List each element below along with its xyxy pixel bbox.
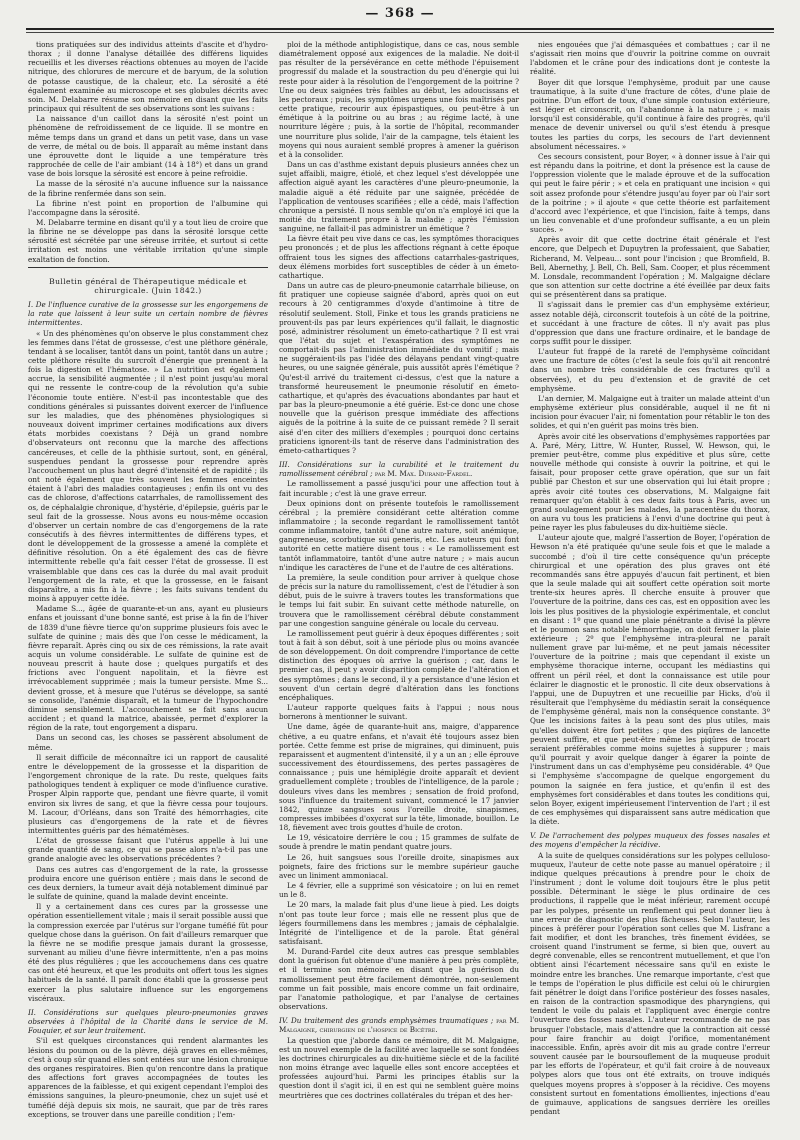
paragraph: Dans un second cas, les choses se passèrent absolument de même. bbox=[28, 733, 268, 752]
section-number: V. bbox=[530, 831, 540, 841]
paragraph: Il serait difficile de méconnaître ici un rapport de causalité entre le développement de la grossesse et la disparition de l'engorgement chronique de la rate. Du reste, quelques faits pathologiques tendent à expliquer ce mode d'influence curative. Prosper Alpin rapporte que, pendant une fièvre quarte, il vomit environ six livres de sang, et que la fièvre cessa pour toujours. M. Lacour, d'Orléans, dans son Traité des hémorrhagies, cite plusieurs cas d'engorgemens de la rate et de fièvres intermittentes guéris par des hématémèses. bbox=[28, 752, 268, 835]
section-author: par M. Malgaigne, chirurgien de l'hospice de Bicêtre. bbox=[279, 1016, 519, 1035]
paragraph: A la suite de quelques considérations sur les polypes celluloso-muqueux, l'auteur de cette note passe au manuel opératoire ; il indique quelques précautions à prendre pour le choix de l'instrument ; dont le volume doit toujours être le plus petit possible. Déterminant le siège le plus ordinaire de ces productions, il rappelle que le méat inférieur, rarement occupé par les polypes, présente un renflement qui peut donner lieu à une erreur de diagnostic des plus fâcheuses. Selon l'auteur, les pinces à préférer pour l'opération sont celles que M. Lisfranc a fait modifier, et dont les branches, très finement évidées, se croisent quand l'instrument se ferme, si bien que, ouvert au degré convenable, elles se rencontrent mutuellement, et que l'on obtient ainsi l'écartement nécessaire sans qu'il en existe le moindre entre les branches. Une remarque importante, c'est que le temps de l'opération le plus difficile est celui où le chirurgien fait pénétrer le doigt dans l'orifice postérieur des fosses nasales, en raison de la contraction spasmodique des pharyngiens, qui tendent le voile du palais et l'appliquent avec énergie contre l'ouverture des fosses nasales. L'auteur recommande de ne pas brusquer l'obstacle, mais d'attendre que la contraction ait cessé pour faire franchir au doigt l'orifice, momentanément inaccessible. Enfin, après avoir dit mis au grade contre l'erreur souvent causée par le boursouflement de la muqueuse produit par les efforts de l'opérateur, et qu'il fait croire à de nouveaux polypes alors que tous ont été extraits, on trouve indiqués quelques moyens propres à s'opposer à la récidive. Ces moyens consistent surtout en fomentations émollientes, injections d'eau de guimauve, applications de sangsues derrière les oreilles pendant bbox=[530, 850, 770, 1116]
paragraph: Le ramollissement peut guérir à deux époques différentes ; soit tout à fait à son début, soit à une période plus ou moins avancée de son développement. On doit comprendre l'importance de cette distinction des époques où arrive la guérison ; car, dans le premier cas, il peut y avoir disparition complète de l'altération et des symptômes ; dans le second, il y a persistance d'une lésion et souvent d'un certain degré d'altération dans les fonctions encéphaliques. bbox=[279, 628, 519, 702]
paragraph: La première, la seule condition pour arriver à quelque chose de précis sur la nature du ramollissement, c'est de l'étudier à son début, puis de le suivre à travers toutes les transformations que le temps lui fait subir. En suivant cette méthode naturelle, on trouvera que le ramollissement cérébral débute constamment par une congestion sanguine générale ou locale du cerveau. bbox=[279, 572, 519, 628]
paragraph: L'état de grossesse faisant que l'utérus appelle à lui une grande quantité de sang, ce qui se passe alors n'a-t-il pas une grande analogie avec les observations précédentes ? bbox=[28, 836, 268, 864]
paragraph: Deux opinions dont on présente toutefois le ramollissement cérébral ; la première considérant cette altération comme inflammatoire ; la seconde regardant le ramollissement tantôt comme inflammatoire, tantôt d'une autre nature, soit anémique, gangreneuse, scorbutique sui generis, etc. Les auteurs qui font autorité en cette matière disent tous : « Le ramollissement est tantôt inflammatoire, tantôt d'une autre nature ; » mais aucun n'indique les caractères de l'une et de l'autre de ces altérations. bbox=[279, 498, 519, 572]
section-number: III. bbox=[279, 460, 298, 470]
paragraph: M. Durand-Fardel cite deux autres cas presque semblables dont la guérison fut obtenue d'une manière à peu près complète, et il termine son mémoire en disant que la guérison du ramollissement peut être facilement démontrée, non-seulement comme un fait possible, mais encore comme un fait ordinaire, par l'anatomie pathologique, et par l'analyse de certaines observations. bbox=[279, 947, 519, 1012]
column-left bbox=[28, 40, 268, 1130]
section-number: I. bbox=[28, 300, 36, 310]
paragraph: L'an dernier, M. Malgaigne eut à traiter un malade atteint d'un emphysème extérieur plus considérable, auquel il ne fit ni incision pour évacuer l'air, ni fomentation pour rétablir le ton des solides, et qui n'en guérit pas moins très bien. bbox=[530, 393, 770, 431]
paragraph: Dans un autre cas de pleuro-pneumonie catarrhale bilieuse, on fit pratiquer une copieuse saignée d'abord, après quoi on eut recours à 20 centigrammes d'oxyde d'antimoine à titre de résolutif seulement. Stoll, Finke et tous les grands praticiens ne prouvent-ils pas par leurs expériences qu'il fallait, le diagnostic posé, administrer résolument un émeto-cathartique ? Il est vrai que l'état du sujet et l'exaspération des symptômes ne comportait-ils pas l'administration immédiate du vomitif ; mais ne suggéraient-ils pas l'idée des délayans pendant vingt-quatre heures, ou une saignée générale, puis aussitôt après l'émétique ? Qu'est-il arrivé du traitement ci-dessus, c'est que la nature a transformé heureusement le pneumonie résolutif en émeto-cathartique, et qu'après des évacuations abondantes par haut et par bas la pleuro-pneumonie a été guérie. Est-ce donc une chose nouvelle que la guérison presque immédiate des affections aiguës de la poitrine à la suite de ce puissant remède ? Il serait aisé d'en citer des milliers d'exemples ; pourquoi donc certains praticiens ignorent-ils tant de réserve dans l'administration des émeto-cathartiques ? bbox=[279, 281, 519, 455]
paragraph: La question que j'aborde dans ce mémoire, dit M. Malgaigne, est un nouvel exemple de la facilité avec laquelle se sont fondées les doctrines chirurgicales au dix-huitième siècle et de la facilité non moins étrange avec laquelle elles sont encore acceptées et professées aujourd'hui. Parmi les principes établis sur la question dont il s'agit ici, il en est qui ne semblent guère moins meurtrières que ces doctrines collatérales du trépan et des her- bbox=[279, 1035, 519, 1100]
paragraph: ploi de la méthode antiphlogistique, dans ce cas, nous semble diamétralement opposé aux exigences de la maladie. Ne doit-il pas résulter de la persévérance en cette méthode l'épuisement progressif du malade et la soustraction du peu d'énergie qui lui reste pour aider à la résolution de l'engorgement de la poitrine ? Une ou deux saignées très faibles au début, les adoucissans et les pectoraux ; puis, les symptômes urgens une fois maîtrisés par cette pratique, recourir aux épispastiques, ou peut-être à un émétique à la poitrine ou au bras ; au régime lacté, à une nourriture légère ; puis, à la sortie de l'hôpital, recommander une nourriture plus solide, l'air de la campagne, tels étaient les moyens qui nous auraient semblé propres à amener la guérison et à la consolider. bbox=[279, 40, 519, 159]
paragraph: Une dame, âgée de quarante-huit ans, maigre, d'apparence chétive, a eu quatre enfans, et n'avait été toujours assez bien portée. Cette femme est prise de migraines, qui diminuent, puis reparaissent et augmentent d'intensité, il y a un an ; elle éprouve successivement des étourdissemens, des pertes passagères de connaissance ; puis une hémiplégie droite apparaît et devient graduellement complète ; troubles de l'intelligence, de la parole ; douleurs vives dans les membres ; sensation de froid profond, sous l'influence du traitement suivant, commencé le 17 janvier 1842, quinze sangsues sous l'oreille droite, sinapismes, compresses imbibées d'oxycrat sur la tête, limonade, bouillon. Le 18, fièvement avec trois gouttes d'huile de croton. bbox=[279, 722, 519, 833]
paragraph: Le 19, vésicatoire derrière le cou ; 15 grammes de sulfate de soude à prendre le matin pendant quatre jours. bbox=[279, 833, 519, 852]
paragraph: Madame S..., âgée de quarante-et-un ans, ayant eu plusieurs enfans et jouissant d'une bonne santé, est prise à la fin de l'hiver de 1839 d'une fièvre tierce qu'on supprime plusieurs fois avec le sulfate de quinine ; mais dès que l'on cesse le médicament, la fièvre reparaît. Après cinq ou six de ces rémissions, la rate avait acquis un volume considérable. Le sulfate de quinine est de nouveau prescrit à haute dose ; quelques purgatifs et des frictions avec l'onguent napolitain, et la fièvre est irrévocablement supprimée ; mais la tumeur persiste. Mme S... devient grosse, et à mesure que l'utérus se développe, sa santé se consolide, l'anémie disparaît, et la tumeur de l'hypochondre diminue sensiblement. L'accouchement se fait sans aucun accident ; et quand la matrice, abaissée, permet d'explorer la région de la rate, tout engorgement a disparu. bbox=[28, 604, 268, 733]
paragraph: Le 26, huit sangsues sous l'oreille droite, sinapismes aux poignets, faire des frictions sur le membre supérieur gauche avec un liniment ammoniacal. bbox=[279, 852, 519, 880]
section-title: Considérations sur quelques pleuro-pneumonies graves observées à l'hôpital de la Charité dans le service de M. Fouquier, et sur leur traitement. bbox=[28, 1007, 268, 1036]
paragraph: L'auteur fut frappé de la rareté de l'emphysème coïncidant avec une fracture de côtes (c'est la seule fois qu'il ait rencontré dans un nombre très considérable de ces fractures qu'il a observées), et du peu d'extension et de gravité de cet emphysème. bbox=[530, 347, 770, 393]
header-rule-thin bbox=[26, 32, 774, 33]
page-number: — 368 — bbox=[365, 6, 435, 21]
paragraph: Ces secours consistent, pour Boyer, « à donner issue à l'air qui est répandu dans la poitrine, et dont la présence est la cause de l'oppression violente que le malade éprouve et de la suffocation qui peut le faire périr ; » et cela en pratiquant une incision « qui soit assez profonde pour s'étendre jusqu'au foyer par où l'air sort de la poitrine ; » il ajoute « que cette théorie est parfaitement d'accord avec l'expérience, et que l'incision, faite à temps, dans un lieu convenable et d'une profondeur suffisante, a eu un plein succès. » bbox=[530, 151, 770, 235]
paragraph: Boyer dit que lorsque l'emphysème, produit par une cause traumatique, à la suite d'une fracture de côtes, d'une plaie de poitrine. D'un effort de toux, d'une simple contusion extérieure, est léger et circonscrit, on l'abandonne à la nature ; « mais lorsqu'il est considérable, qu'il continue à faire des progrès, qu'il menace de devenir universel ou qu'il s'est étendu à presque toutes les parties du corps, les secours de l'art deviennent absolument nécessaires. » bbox=[530, 77, 770, 151]
section-heading bbox=[28, 1008, 268, 1035]
section-number: IV. bbox=[279, 1016, 291, 1026]
paragraph: Après avoir cité les observations d'emphysèmes rapportées par A. Paré, Méry, Littre, W. Hunter, Russel, W. Hewson, qui, le premier peut-être, comme plus expéditive et plus sûre, cette nouvelle méthode qui consiste à ouvrir la poitrine, et qui le faisait, pour proposer cette grave opération, que sur un fait publié par Cheston et sur une observation qui lui était propre ; après avoir cité toutes ces observations, M. Malgaigne fait remarquer qu'on établit à ces deux faits tous à Paris, avec un grand soulagement pour les malades, la paracentèse du thorax, on aura vu tous les praticiens à l'envi d'une doctrine qui peut à peine rayer les plus fabuleuses du dix-huitième siècle. bbox=[530, 431, 770, 533]
section-title: Considérations sur la curabilité et le traitement du ramollissement cérébral ; bbox=[279, 460, 519, 479]
section-heading bbox=[530, 831, 770, 849]
section-title: De l'influence curative de la grossesse sur les engorgemens de la rate que laissent à leur suite un certain nombre de fièvres intermittentes. bbox=[28, 300, 268, 328]
header-rule bbox=[26, 28, 774, 30]
section-author: par M. Max. Durand-Fardel. bbox=[372, 469, 473, 479]
paragraph: La fièvre était peu vive dans ce cas, les symptômes thoraciques peu prononcés ; et de plus les affections régnant à cette époque offraient tous les signes des affections catarrhales-gastriques, deux élémens morbides fort susceptibles de céder à un émeto-cathartique. bbox=[279, 234, 519, 280]
paragraph: La masse de la sérosité n'a aucune influence sur la naissance de la fibrine renfermée dans son sein. bbox=[28, 179, 268, 198]
paragraph: tions pratiquées sur des individus atteints d'ascite et d'hydro-thorax ; il donne l'analyse détaillée des différens liquides recueillis et les diverses réactions obtenues au moyen de l'acide nitrique, des chlorures de mercure et de baryum, de la solution de potasse caustique, de la chaleur, etc. La sérosité a été également examinée au microscope et ses globules décrits avec soin. M. Delabarre résume son mémoire en disant que les faits principaux qui résultent de ses observations sont les suivans : bbox=[28, 40, 268, 114]
paragraph: Dans un cas d'asthme existant depuis plusieurs années chez un sujet affaibli, maigre, étiolé, et chez lequel s'est développée une affection aiguë ayant les caractères d'une pleuro-pneumonie, la maladie aiguë a été réduite par une saignée, précédée de l'application de ventouses scarifiées ; elle a cédé, mais l'affection chronique a persisté. Il nous semble qu'on n'a employé ici que la moitié du traitement propre à la maladie ; après l'émission sanguine, ne fallait-il pas administrer un émétique ? bbox=[279, 160, 519, 234]
paragraph: Le ramollissement a passé jusqu'ici pour une affection tout à fait incurable ; c'est là une grave erreur. bbox=[279, 479, 519, 498]
section-title: De l'arrachement des polypes muqueux des fosses nasales et des moyens d'empêcher la récidive. bbox=[530, 831, 770, 850]
section-number: II. bbox=[28, 1007, 44, 1017]
column-right bbox=[530, 40, 770, 1130]
paragraph: L'auteur rapporte quelques faits à l'appui ; nous nous bornerons à mentionner le suivant. bbox=[279, 703, 519, 722]
paragraph: Dans ces autres cas d'engorgement de la rate, la grossesse produira encore une guérison entière ; mais dans le second de ces deux derniers, la tumeur avait déjà notablement diminué par le sulfate de quinine, quand la malade devint enceinte. bbox=[28, 864, 268, 902]
section-divider bbox=[28, 267, 268, 268]
paragraph: S'il est quelques circonstances qui rendent alarmantes les lésions du poumon ou de la plèvre, déjà graves en elles-mêmes, c'est à coup sûr quand elles sont entées sur une lésion chronique des organes respiratoires. Bien qu'on rencontre dans la pratique des affections fort graves accompagnées de toutes les apparences de la faiblesse, et qui exigent cependant l'emploi des émissions sanguines, la pleuro-pneumonie, chez un sujet usé et tuméfié déjà depuis six mois, ne saurait, que par de très rares exceptions, se trouver dans une pareille condition ; l'em- bbox=[28, 1036, 268, 1119]
section-heading bbox=[28, 300, 268, 327]
paragraph: Après avoir dit que cette doctrine était générale et l'est encore, que Delpech et Dupuytren la professaient, que Sabatier, Richerand, M. Velpeau... sont pour l'incision ; que Bromfield, B. Bell, Abernethy, J. Bell, Ch. Bell, Sam. Cooper, et plus récemment M. Lonsdale, recommandent l'opération ; M. Malgaigne déclare que son attention sur cette doctrine a été éveillée par deux faits qui se présentèrent dans sa pratique. bbox=[530, 235, 770, 300]
paragraph: La fibrine n'est point en proportion de l'albumine qui l'accompagne dans la sérosité. bbox=[28, 198, 268, 217]
column-middle bbox=[279, 40, 519, 1130]
paragraph: La naissance d'un caillot dans la sérosité n'est point un phénomène de refroidissement de ce liquide. Il se montre en même temps dans un grand et dans un petit vase, dans un vase de verre, de métal ou de bois. Il apparaît au même instant dans une éprouvette dont le liquide a une température très rapprochée de celle de l'air ambiant (14 à 18°) et dans un grand vase de bois lorsque la sérosité est encore à peine refroidie. bbox=[28, 114, 268, 179]
paragraph: Il y a certainement dans ces cures par la grossesse une opération essentiellement vitale ; mais il serait possible aussi que la compression exercée par l'utérus sur l'organe tuméfié fût pour quelque chose dans la guérison. On fait d'ailleurs remarquer que la fièvre ne se modifie presque jamais durant la grossesse, survenant au milieu d'une fièvre intermittente, n'en a pas moins été des plus régulières ; que les accouchemens dans ces quatre cas ont été heureux, et que les produits ont offert tous les signes habituels de la santé. Il paraît donc établi que la grossesse peut exercer la plus salutaire influence sur les engorgemens viscéraux. bbox=[28, 902, 268, 1003]
paragraph: L'auteur ajoute que, malgré l'assertion de Boyer, l'opération de Hewson n'a été pratiquée qu'une seule fois et que le malade a succombé ; d'où il tire cette conséquence qu'un précepte chirurgical et une opération des plus graves ont été recommandés sans être appuyés d'aucun fait pertinent, et bien que la seule malade qui ait souffert cette opération soit morte trente-six heures après. Il cherche ensuite à prouver que l'ouverture de la poitrine, dans ces cas, est en opposition avec les lois les plus positives de la physiologie expérimentale, et conclut en disant : 1º que quand une plaie pénétrante a divisé la plèvre et le poumon sans notable hémorrhagie, on doit fermer la plaie extérieure ; 2º que l'emphysème intra-pleural ne paraît nullement grave par lui-même, et ne peut jamais nécessiter l'ouverture de la poitrine ; mais que cependant il existe un emphysème thoracique interne, occupant les médiastins qui offrent un péril réel, et dont la connaissance est utile pour éclairer le diagnostic et le pronostic. Il cite deux observations à l'appui, une de Dupuytren et une recueillie par Hicks, d'où il résulterait que l'emphysème du médiastin serait la conséquence de l'emphysème général, mais non la conséquence constante. 3º Que les incisions faites à la peau sont des plus utiles, mais qu'elles doivent être fort petites ; que des piqûres de lancette peuvent suffire, et que peut-être même les piqûres de trocart seraient préférables comme moins sujettes à suppurer ; mais qu'il pourrait y avoir quelque danger à égarer la pointe de l'instrument dans un cas d'emphysème peu considérable. 4º Que si l'emphysème s'accompagne de quelque engorgement du poumon la saignée en fera justice, et qu'enfin il est des emphysèmes fort considérables et dans toutes les conditions qui, selon Boyer, exigent impérieusement l'intervention de l'art ; il est de ces emphysèmes qui disparaissent sans autre médication que la diète. bbox=[530, 533, 770, 827]
paragraph: Le 4 février, elle a supprimé son vésicatoire ; on lui en remet un le 8. bbox=[279, 881, 519, 900]
section-heading bbox=[279, 1016, 519, 1034]
paragraph: M. Delabarre termine en disant qu'il y a tout lieu de croire que la fibrine ne se développe pas dans la sérosité lorsque cette sérosité est sécrétée par une séreuse irritée, et surtout si cette irritation est moins une véritable irritation qu'une simple exaltation de fonction. bbox=[28, 217, 268, 264]
paragraph: nies engouées que j'ai démasquées et combattues ; car il ne s'agissait rien moins que d'ouvrir la poitrine comme on ouvrait l'abdomen et le crâne pour des indications dont je conteste la réalité. bbox=[530, 40, 770, 77]
bulletin-heading: Bulletin général de Thérapeutique médicale et chirurgicale. (Juin 1842.) bbox=[49, 276, 247, 295]
section-heading bbox=[279, 460, 519, 478]
section-title: Du traitement des grands emphysèmes traumatiques ; bbox=[290, 1016, 494, 1026]
paragraph: « Un des phénomènes qu'on observe le plus constamment chez les femmes dans l'état de grossesse, c'est une pléthore générale, tendant à se localiser, tantôt dans un point, tantôt dans un autre ; cette pléthore résulte du surcroît d'énergie que prennent à la fois la digestion et l'hématose. » La nutrition est également accrue, la sensibilité augmentée ; il n'est point jusqu'au moral qui ne ressente le contre-coup de la révolution qu'a subie l'économie toute entière. N'est-il pas incontestable que des conditions générales si puissantes doivent exercer de l'influence sur les maladies, que des phénomènes physiologiques si nouveaux doivent imprimer certaines modifications aux divers états morbides coexistans ? Déjà un grand nombre d'observateurs ont reconnu que la marche des affections cancéreuses, et celle de la phthisie surtout, sont, en général, suspendues pendant la grossesse pour reprendre après l'accouchement un plus haut degré d'intensité et de rapidité ; ils ont noté également que très souvent les femmes enceintes étaient à l'abri des maladies contagieuses ; enfin ils ont vu des cas de chlorose, d'affections catarrhales, de ramollissement des os, de céphalalgie chronique, d'hystérie, d'épilepsie, guéris par le seul fait de la grossesse. Nous avons eu nous-même occasion d'observer un certain nombre de cas d'engorgemens de la rate consécutifs à des fièvres intermittentes de différens types, et dont le développement de la grossesse a amené la complète et définitive résolution. On a été également des cas de fièvre intermittente rebelle qu'a fait cesser l'état de grossesse. Il est vraisemblable que dans ces cas la durée du mal avait produit l'engorgement de la rate, et que la grossesse, en le faisant disparaître, a mis fin à la fièvre ; les faits suivans tendent du moins à appuyer cette idée. bbox=[28, 328, 268, 604]
paragraph: Il s'agissait dans le premier cas d'un emphysème extérieur, assez notable déjà, circonscrit toutefois à un côté de la poitrine, et succédant à une fracture de côtes. Il n'y avait pas plus d'oppression que dans une fracture ordinaire, et le bandage de corps suffit pour le dissiper. bbox=[530, 300, 770, 346]
paragraph: Le 20 mars, la malade fait plus d'une lieue à pied. Les doigts n'ont pas toute leur force ; mais elle ne ressent plus que de légers fourmillemens dans les membres ; jamais de céphalalgie. Intégrité de l'intelligence et de la parole. État général satisfaisant. bbox=[279, 900, 519, 946]
